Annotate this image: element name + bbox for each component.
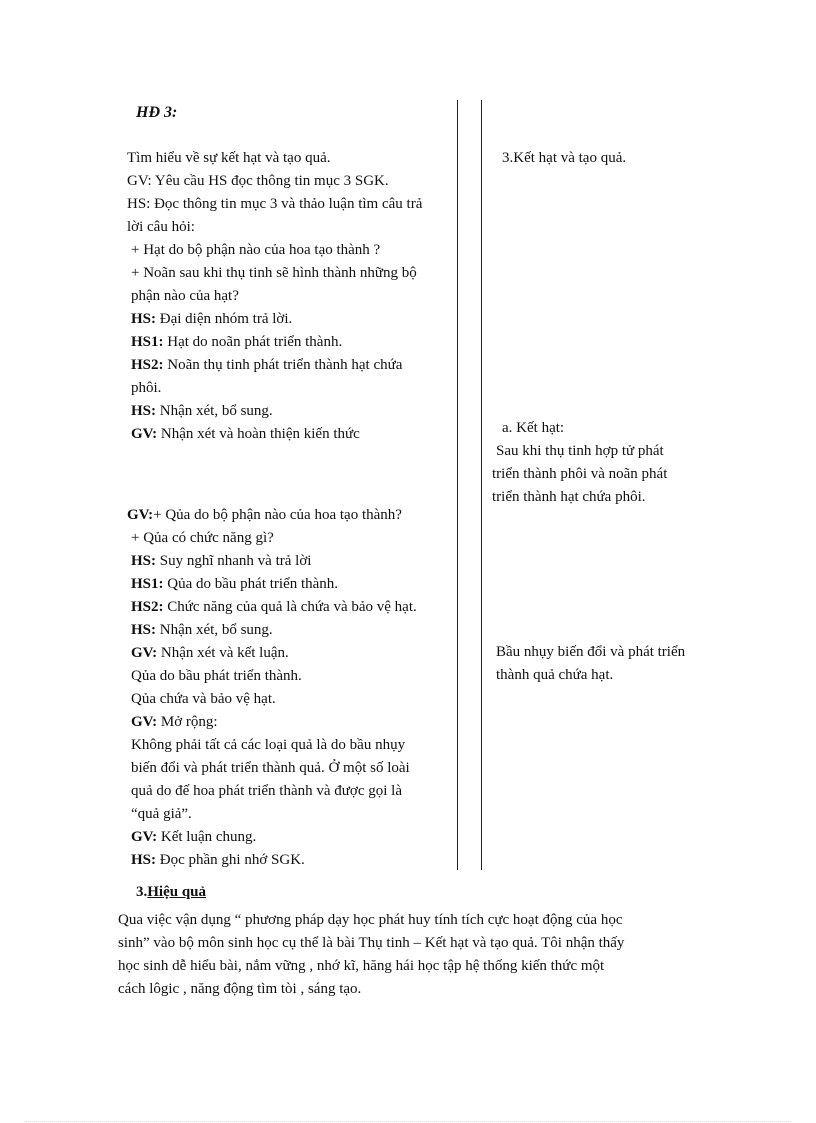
activity-line [131,760,410,777]
activity-text: phôi. [131,380,162,396]
section-number: 3. [136,884,148,900]
activity-line [127,507,402,524]
activity-text: Chức năng của quả là chứa và bảo vệ hạt. [163,599,417,615]
activity-text: quả do đế hoa phát triển thành và được gọi là [131,783,402,799]
activity-line [131,265,417,282]
speaker-label: HS: [131,852,157,868]
kethat-title: a. Kết hạt: [502,420,565,436]
speaker-label: HS: [131,311,157,327]
activity-line [131,645,289,662]
content-column [492,150,722,710]
teacher-student-activity-column [127,150,457,870]
activity-text: Qủa do bầu phát triển thành. [163,576,339,592]
activity-line [131,357,402,374]
activity-line [131,242,380,259]
activity-line [131,622,273,639]
speaker-label: HS2: [131,599,164,615]
speaker-label: HS: [131,553,157,569]
activity-line [131,783,402,800]
activity-text: + Qủa do bộ phận nào của hoa tạo thành? [153,507,402,523]
page-bottom-rule [25,1121,791,1122]
activity-text: “quả giả”. [131,806,192,822]
activity-line [127,150,331,167]
activity-text: Qủa do bầu phát triển thành. [131,668,302,684]
kethat-line-1: Sau khi thụ tinh hợp tử phát [496,443,664,459]
speaker-label: HS1: [131,334,164,350]
speaker-label: HS: [131,622,157,638]
activity-line [131,852,305,869]
activity-line [131,334,342,351]
kethat-line-2: triển thành phôi và noãn phát [492,466,668,482]
speaker-label: GV: [131,426,158,442]
activity-text: Nhận xét và hoàn thiện kiến thức [157,426,360,442]
activity-text: Không phải tất cả các loại quả là do bầu nhụy [131,737,406,753]
activity-line [131,737,405,754]
activity-text: + Qủa có chức năng gì? [131,530,274,546]
activity-line [131,426,360,443]
activity-line [131,380,161,397]
activity-line [131,714,218,731]
speaker-label: GV: [127,507,154,523]
speaker-label: GV: [131,829,158,845]
activity-line [131,311,292,328]
effectiveness-line-4: cách lôgic , năng động tìm tòi , sáng tạo. [118,981,362,997]
column-divider-right [481,100,482,870]
activity-line [131,576,338,593]
kethat-line-3: triển thành hạt chứa phôi. [492,489,646,505]
activity-text: lời câu hỏi: [127,219,195,235]
activity-text: phận nào của hạt? [131,288,239,304]
activity-text: Nhận xét, bổ sung. [156,403,273,419]
activity-line [131,806,192,823]
activity-text: Đọc phần ghi nhớ SGK. [156,852,305,868]
activity-line [131,829,256,846]
activity-text: Nhận xét và kết luận. [157,645,289,661]
section-title: Hiệu quả [147,884,207,900]
activity-heading: HĐ 3: [136,104,178,121]
activity-line [127,219,195,236]
speaker-label: HS2: [131,357,164,373]
activity-line [131,553,311,570]
activity-text: Qủa chứa và bảo vệ hạt. [131,691,276,707]
activity-text: biến đổi và phát triển thành quả. Ở một số loài [131,760,410,776]
speaker-label: HS1: [131,576,164,592]
speaker-label: GV: [131,645,158,661]
activity-text: Noãn thụ tinh phát triển thành hạt chứa [163,357,403,373]
activity-line [131,288,239,305]
speaker-label: HS: [131,403,157,419]
activity-text: Nhận xét, bổ sung. [156,622,273,638]
activity-line [127,196,422,213]
activity-text: HS: Đọc thông tin mục 3 và thảo luận tìm câu trả [127,196,423,212]
activity-text: + Noãn sau khi thụ tinh sẽ hình thành những bộ [131,265,417,281]
activity-text: Tìm hiểu về sự kết hạt và tạo quả. [127,150,331,166]
activity-text: GV: Yêu cầu HS đọc thông tin mục 3 SGK. [127,173,389,189]
activity-line [131,530,274,547]
effectiveness-heading [136,884,206,901]
activity-line [131,668,302,685]
activity-text: Mở rộng: [157,714,218,730]
activity-text: Kết luận chung. [157,829,257,845]
right-section-title: 3.Kết hạt và tạo quả. [502,150,627,166]
activity-text: Suy nghĩ nhanh và trả lời [156,553,312,569]
effectiveness-line-2: sinh” vào bộ môn sinh học cụ thể là bài Thụ tinh – Kết hạt và tạo quả. Tôi nhận thấy [118,935,625,951]
activity-line [131,403,273,420]
taoqua-line-1: Bầu nhụy biến đổi và phát triển [496,644,686,660]
activity-line [131,691,276,708]
activity-text: Hạt do noãn phát triển thành. [163,334,343,350]
activity-text: + Hạt do bộ phận nào của hoa tạo thành ? [131,242,381,258]
effectiveness-line-1: Qua việc vận dụng “ phương pháp dạy học phát huy tính tích cực hoạt động của học [118,912,623,928]
taoqua-line-2: thành quả chứa hạt. [496,667,614,683]
activity-text: Đại diện nhóm trả lời. [156,311,293,327]
column-divider-left [457,100,458,870]
speaker-label: GV: [131,714,158,730]
activity-line [127,173,389,190]
activity-line [131,599,417,616]
effectiveness-line-3: học sinh dễ hiểu bài, nắm vững , nhớ kĩ, hăng hái học tập hệ thống kiến thức một [118,958,605,974]
